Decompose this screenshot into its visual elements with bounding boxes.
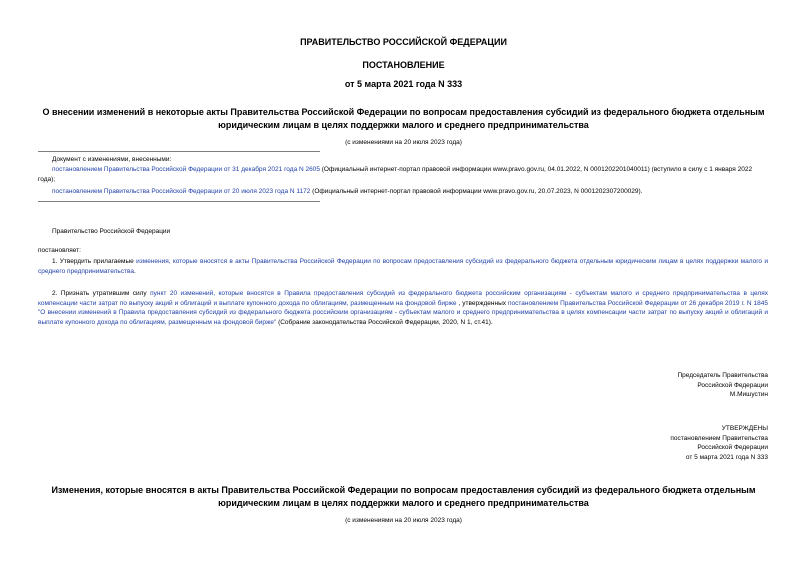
decrees-word: постановляет: [38,247,81,254]
amendment-item-1-text: (Официальный интернет-портал правовой информации www.pravo.gov.ru, 04.01.2022, N 0001202201040011) (вступило в силу с 1 января 2022 года); [38,166,753,183]
approved-block [500,424,768,462]
amendment-item-2 [38,187,768,197]
paragraph-1-end: . [134,267,136,275]
approved-label: УТВЕРЖДЕНЫ [721,425,768,432]
signature-org: Российской Федерации [697,381,768,389]
paragraph-1-start: 1. Утвердить прилагаемые [52,258,137,265]
resolution-1845-link[interactable]: постановлением Правительства Российской Федерации от 26 декабря 2019 г. N 1845 "О внесении изменений в Правила предоставления субсидий из федерального бюджета российским организациям - субъектам малого и среднего предпринимательства в целях компенсации части затрат по выпуску акций и облигаций и выплате купонного дохода по облигациям, размещенным на фондовой бирже" [38,299,768,326]
amendment-link-2605[interactable]: постановлением Правительства Российской Федерации от 31 декабря 2021 года N 2605 [52,166,320,173]
approved-changes-link[interactable]: изменения, которые вносятся в акты Правительства Российской Федерации по вопросам предоставления субсидий из федерального бюджета отдельным юридическим лицам в целях поддержки малого и среднего предпринимательства [38,258,768,275]
amendment-item-2-text: (Официальный интернет-портал правовой информации www.pravo.gov.ru, 20.07.2023, N 0001202307200029). [310,188,643,195]
paragraph-2 [38,289,768,327]
government-body: Правительство Российской Федерации [52,228,171,235]
paragraph-2-start: 2. Признать утратившим силу [52,290,151,297]
signature-name: М.Мишустин [729,391,768,398]
paragraph-2-end: (Собрание законодательства Российской Федерации, 2020, N 1, ст.41). [276,318,493,326]
signature-block [500,371,768,400]
amendment-link-1172[interactable]: постановлением Правительства Российской Федерации от 20 июля 2023 года N 1172 [52,188,311,195]
document-title: О внесении изменений в некоторые акты Правительства Российской Федерации по вопросам предоставления субсидий из федерального бюджета отдельным юридическим лицам в целях поддержки малого и среднего предпринимательства [42,107,765,130]
paragraph-2-mid: , утвержденных [456,299,508,307]
revision-note: (с изменениями на 20 июля 2023 года) [345,139,462,146]
paragraph-1 [38,257,768,276]
signature-title: Председатель Правительства [677,372,768,379]
point-20-link[interactable]: пункт 20 изменений, которые вносятся в Правила предоставления субсидий из федерального бюджета российским организациям - субъектам малого и среднего предпринимательства в целях компенсации части затрат по выпуску акций и облигаций и выплате купонного дохода по облигациям, размещенным на фондовой бирже [38,290,768,307]
approved-date: от 5 марта 2021 года N 333 [685,453,768,461]
government-heading: ПРАВИТЕЛЬСТВО РОССИЙСКОЙ ФЕДЕРАЦИИ [300,37,507,47]
date-number: от 5 марта 2021 года N 333 [344,79,463,89]
approved-by: постановлением Правительства [670,434,768,442]
amendment-item-1 [38,165,768,184]
amendments-intro: Документ с изменениями, внесенными: [52,156,172,163]
approved-org: Российской Федерации [697,444,768,451]
doc-type-heading: ПОСТАНОВЛЕНИЕ [362,60,445,70]
bottom-divider [38,201,320,202]
top-divider [38,151,320,152]
annex-title: Изменения, которые вносятся в акты Правительства Российской Федерации по вопросам предоставления субсидий из федерального бюджета отдельным юридическим лицам в целях поддержки малого и среднего предпринимательства [51,485,756,508]
annex-revision-note: (с изменениями на 20 июля 2023 года) [345,517,462,524]
